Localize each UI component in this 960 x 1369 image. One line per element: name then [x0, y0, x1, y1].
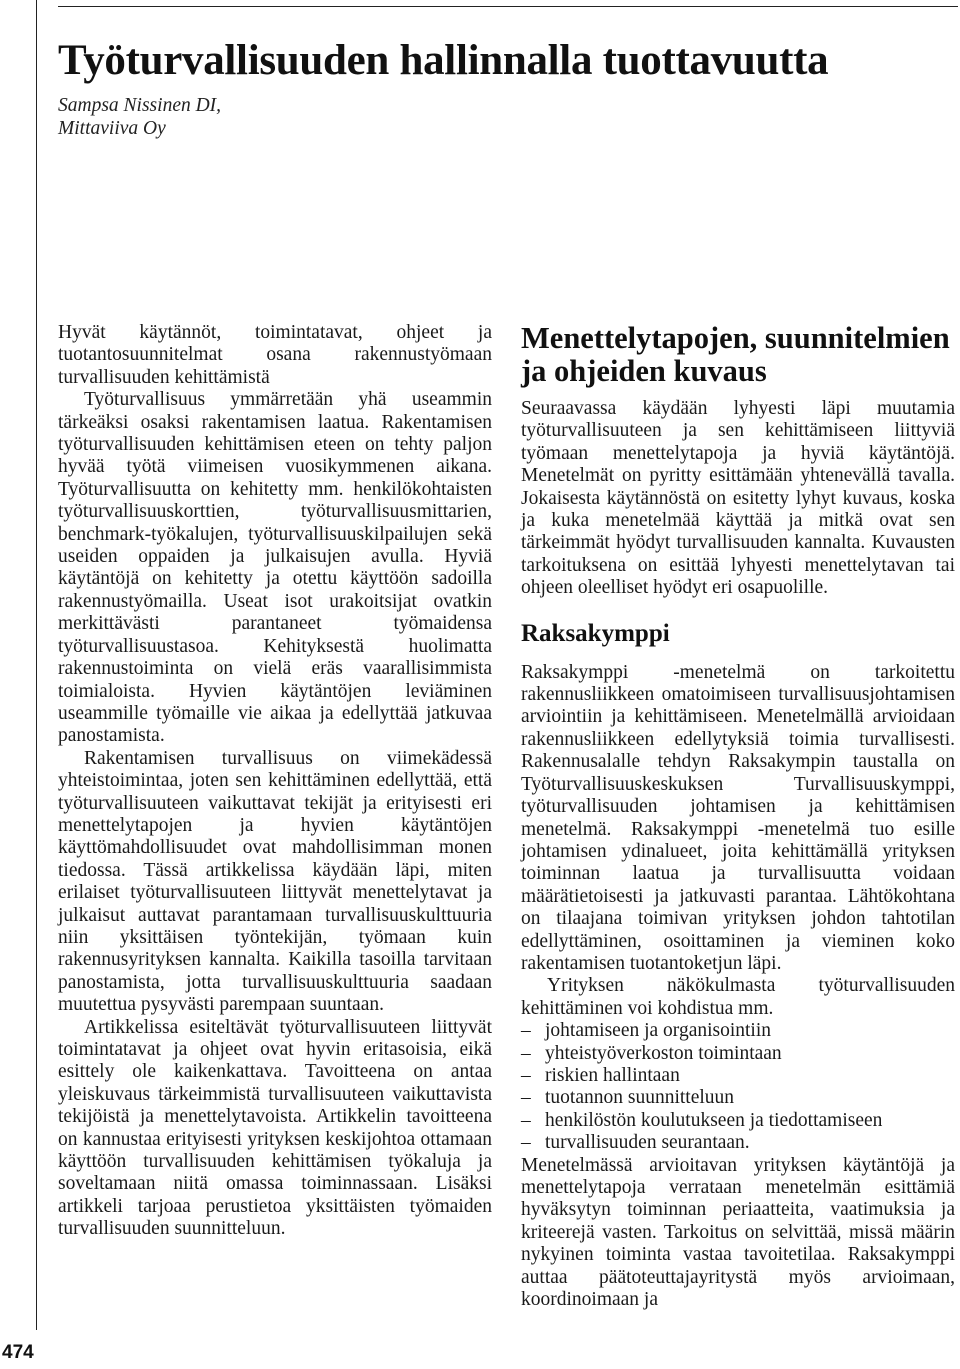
section-heading: Menettelytapojen, suunnitelmien ja ohjeiden kuvaus	[521, 321, 950, 388]
body-paragraph-3: Artikkelissa esiteltävät työturvallisuuteen liittyvät toimintatavat ja ohjeet ovat hyvin eritasoisia, eikä esittely ole kaikenkattava. Tavoitteena on antaa yleiskuvaus tärkeimmistä turvallisuuteen vaikuttavista tekijöistä ja menettelytavoista. Artikkelin tavoitteena on kannustaa erityisesti yrityksen keskijohtoa ottamaan käyttöön turvallisuuden kehittämisen työkaluja ja soveltamaan niitä omassa toiminnassaan. Lisäksi artikkeli tarjoaa perustietoa yksittäisten työmaiden turvallisuuden suunnitteluun.	[58, 1016, 492, 1240]
list-item: – turvallisuuden seurantaan.	[521, 1132, 750, 1154]
body-paragraph-2: Rakentamisen turvallisuus on viimekädessä yhteistoimintaa, joten sen kehittäminen edellyttää, että työturvallisuuteen vaikuttavat tekijät ja erityisesti eri menettelytapojen ja hyvien käytäntöjen käyttömahdollisuudet ovat mahdollisimman monen tiedossa. Tässä artikkelissa käydään läpi, miten erilaiset työturvallisuuteen liittyvät menettelytavat ja julkaisut auttavat parantamaan turvallisuuskulttuuria niin yksittäisen työntekijän, työmaan kuin rakennusyrityksen kannalta. Kaikilla tasoilla tarvitaan panostamista, jotta turvallisuuskulttuuria saadaan muutettua pysyvästi parempaan suuntaan.	[58, 747, 492, 1016]
page-number: 474	[2, 1342, 34, 1363]
dash-marker: –	[521, 1042, 531, 1064]
raksakymppi-paragraph: Raksakymppi -menetelmä on tarkoitettu rakennusliikkeen omatoimiseen turvallisuusjohtamisen arviointiin ja kehittämiseen. Menetelmällä arvioidaan rakennusliikkeen edellytyksiä toimia turvallisesti. Rakennusalalle tehdyn Raksakympin taustalla on Työturvallisuuskeskuksen Turvallisuuskymppi, työturvallisuuden johtamisen ja kehittämisen menetelmä. Raksakymppi -menetelmä tuo esille johtamisen ydinalueet, joita kehittämällä yrityksen toiminnan laatua ja turvallisuutta voidaan määrätietoisesti ja jatkuvasti parantaa. Lähtökohtana on tilaajana toimivan yrityksen johdon tahtotilan edellyttäminen, osoittaminen ja vieminen koko rakentamisen tuotantoketjun läpi.	[521, 661, 955, 974]
author-name: Sampsa Nissinen DI,	[58, 95, 222, 116]
dash-marker: –	[521, 1109, 531, 1131]
list-intro: Yrityksen näkökulmasta työturvallisuuden kehittäminen voi kohdistua mm.	[521, 975, 955, 1019]
margin-rule	[36, 0, 37, 1330]
dash-marker: –	[521, 1020, 531, 1042]
right-column	[521, 322, 955, 1311]
dash-marker: –	[521, 1064, 531, 1086]
list-item: – henkilöstön koulutukseen ja tiedottamiseen	[521, 1109, 883, 1131]
author-organization: Mittaviiva Oy	[58, 118, 166, 139]
article-title: Työturvallisuuden hallinnalla tuottavuutta	[58, 37, 829, 84]
dash-marker: –	[521, 1087, 531, 1109]
subsection-heading: Raksakymppi	[521, 619, 670, 647]
list-item: – yhteistyöverkoston toimintaan	[521, 1042, 782, 1064]
list-item: – riskien hallintaan	[521, 1064, 680, 1086]
section-intro-paragraph: Seuraavassa käydään lyhyesti läpi muutamia työturvallisuuteen ja sen kehittämiseen liittyviä työmaan menettelytapoja ja hyviä käytäntöjä. Menetelmät on pyritty esittämään yhtenevällä tavalla. Jokaisesta käytännöstä on esitetty lyhyt kuvaus, koska ja kuka menetelmää käyttää ja mitkä ovat sen tärkeimmät hyödyt turvallisuuden kannalta. Kuvausten tarkoituksena on esittää lyhyesti menettelytavan tai ohjeen oleelliset hyödyt eri osapuolille.	[521, 398, 955, 599]
author-block	[58, 94, 221, 140]
body-paragraph-1: Työturvallisuus ymmärretään yhä useammin tärkeäksi osaksi rakentamisen laatua. Rakentamisen työturvallisuuden kehittämisen eteen on tehty paljon hyvää työtä viimeisen vuosikymmenen aikana. Työturvallisuutta on kehitetty mm. henkilökohtaisten työturvallisuuskorttien, työturvallisuusmittarien, benchmark-työkalujen, työturvallisuuskilpailujen sekä useiden oppaiden ja julkaisujen avulla. Hyviä käytäntöjä on kehitetty ja otettu käyttöön sadoilla rakennustyömailla. Useat isot urakoitsijat ovatkin merkittävästi parantaneet työmaidensa työturvallisuustasoa. Kehityksestä huolimatta rakennustoiminta on vielä eräs vaarallisimmista toimialoista. Hyvien käytäntöjen leviäminen useammille työmaille vie aikaa ja edellyttää jatkuvaa panostamista.	[58, 389, 492, 747]
list-item: – tuotannon suunnitteluun	[521, 1087, 735, 1109]
top-rule	[58, 6, 958, 7]
intro-paragraph: Hyvät käytännöt, toimintatavat, ohjeet ja tuotantosuunnitelmat osana rakennustyömaan turvallisuuden kehittämistä	[58, 322, 492, 388]
focus-area-list	[521, 1020, 955, 1154]
closing-paragraph: Menetelmässä arvioitavan yrityksen käytäntöjä ja menettelytapoja verrataan menetelmän esittämiä hyväksytyn toiminnan periaatteita, vaatimuksia ja kriteerejä vasten. Tarkoitus on selvittää, missä määrin nykyinen toiminta vastaa tavoitetilaa. Raksakymppi auttaa päätoteuttajayritystä myös arvioimaan, koordinoimaan ja	[521, 1154, 955, 1311]
left-column	[58, 322, 492, 1241]
dash-marker: –	[521, 1132, 531, 1154]
list-item: – johtamiseen ja organisointiin	[521, 1020, 772, 1042]
